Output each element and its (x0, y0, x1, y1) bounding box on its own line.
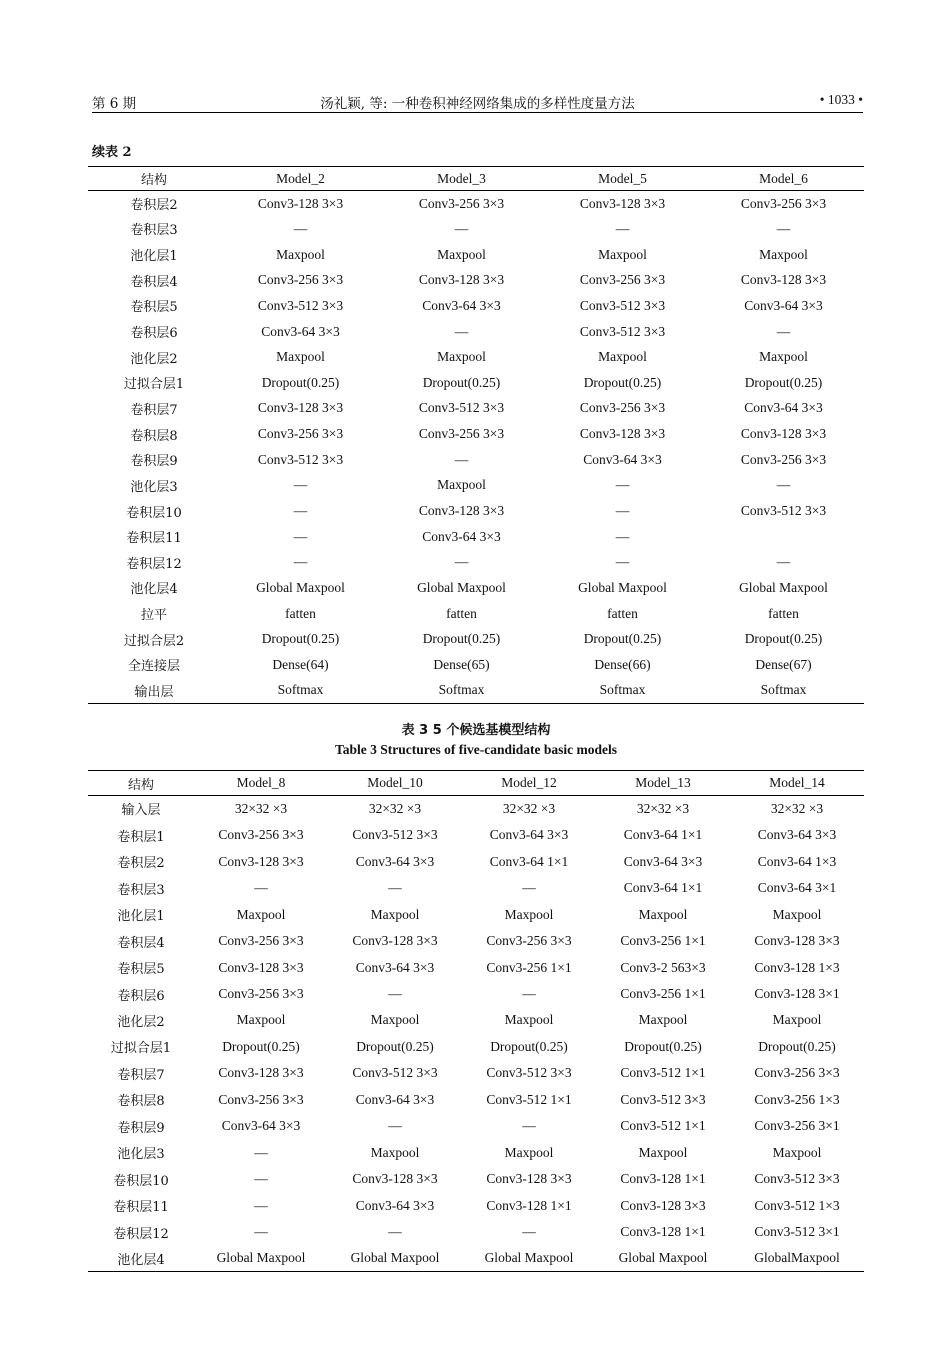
table-cell: — (615, 503, 630, 518)
table-cell: Conv3-128 1×1 (620, 1171, 706, 1187)
layer-name-cell: 卷积层11 (126, 531, 182, 547)
table-cell: Conv3-64 3×3 (489, 827, 569, 843)
table-cell: — (776, 323, 791, 339)
layer-name-cell: 池化层1 (130, 249, 178, 265)
layer-name-cell: 过拟合层2 (123, 633, 185, 649)
table-cell: — (254, 1171, 268, 1187)
layer-name-cell: 池化层3 (117, 1147, 165, 1163)
layer-name-cell: 卷积层1 (117, 829, 165, 845)
layer-name-cell: 输入层 (121, 803, 161, 819)
column-header: 结构 (127, 777, 154, 793)
layer-name-cell: 卷积层3 (130, 223, 178, 239)
table-row (88, 1245, 864, 1271)
table-cell: Maxpool (504, 906, 554, 922)
table-cell: — (522, 1224, 536, 1240)
table-cell: Conv3-256 3×3 (579, 400, 666, 416)
table-cell: Conv3-64 3×3 (422, 528, 501, 544)
table-row (88, 1034, 864, 1060)
table-cell: Dropout(0.25) (744, 631, 823, 647)
column-header: Model_14 (769, 775, 825, 790)
layer-name-cell: 卷积层3 (117, 882, 165, 898)
table-cell: Softmax (438, 682, 485, 698)
table-cell: 32×32 ×3 (770, 800, 824, 816)
table-row (88, 822, 864, 848)
table-row (88, 1166, 864, 1192)
table-cell: — (293, 477, 308, 493)
table-cell: Conv3-128 3×3 (740, 272, 827, 288)
column-header: Model_6 (759, 170, 808, 186)
table-cell: Conv3-64 3×3 (744, 400, 823, 416)
table-cell: Conv3-256 1×1 (620, 986, 706, 1002)
table-cell: Dropout(0.25) (356, 1038, 434, 1054)
table-cell: Conv3-256 3×3 (740, 195, 827, 211)
table-cell: fatten (607, 605, 638, 621)
table-row (88, 396, 864, 422)
table-cell: Conv3-128 3×3 (579, 195, 666, 211)
table-cell: Maxpool (370, 906, 420, 922)
table-cell: Conv3-64 3×3 (355, 1091, 435, 1107)
table-cell: Conv3-128 3×3 (218, 1065, 304, 1081)
table-3 (88, 770, 864, 1272)
table-cell: Dropout(0.25) (261, 631, 340, 647)
table-cell: — (454, 451, 469, 467)
table-row (88, 1007, 864, 1033)
table-cell: Conv3-512 1×1 (620, 1118, 706, 1134)
table-cell: — (388, 986, 402, 1002)
table-row (88, 575, 864, 601)
table-cell: Conv3-512 3×3 (620, 1091, 706, 1107)
table-row (88, 626, 864, 652)
table-cell: Conv3-512 3×3 (352, 1065, 438, 1081)
table-cell: Dropout(0.25) (222, 1038, 300, 1054)
table-cell: Conv3-128 3×3 (352, 933, 438, 949)
table-row (88, 498, 864, 524)
table-cell: Maxpool (236, 906, 286, 922)
table-cell: Dropout(0.25) (422, 631, 501, 647)
table-cell: Conv3-64 3×3 (221, 1118, 301, 1134)
table-cell: Maxpool (276, 349, 325, 365)
layer-name-cell: 池化层4 (117, 1252, 165, 1268)
table-cell: Conv3-64 3×3 (355, 853, 435, 869)
table-cell: Conv3-128 3×3 (352, 1171, 438, 1187)
table-cell: Conv3-256 3×3 (257, 426, 344, 442)
table-cell: Global Maxpool (739, 579, 828, 595)
table-cell: Dropout(0.25) (583, 374, 662, 390)
table-cell: Dense(67) (755, 656, 812, 672)
table-cell: Maxpool (772, 1144, 822, 1160)
table-row (88, 652, 864, 678)
table-cell: Dropout(0.25) (583, 631, 662, 647)
table-cell: Maxpool (437, 246, 486, 262)
column-header: Model_10 (367, 775, 423, 790)
table-cell: Conv3-64 1×1 (489, 853, 569, 869)
table-cell: — (254, 1144, 268, 1160)
table-cell: Conv3-64 3×3 (623, 853, 703, 869)
table-cell: Conv3-64 3×3 (757, 827, 837, 843)
table-cell: — (293, 220, 308, 236)
table-cell: Global Maxpool (484, 1250, 574, 1266)
layer-name-cell: 卷积层6 (130, 326, 178, 342)
table-cell: Conv3-128 3×3 (740, 426, 827, 442)
table-cell: — (454, 554, 469, 570)
table-cell: Conv3-512 3×3 (579, 297, 666, 313)
table-cell: Conv3-64 3×3 (583, 451, 662, 467)
table-cell: Conv3-512 1×1 (486, 1091, 572, 1107)
table-cell: Maxpool (276, 246, 325, 262)
table-cell: Conv3-512 3×3 (579, 323, 666, 339)
column-header: Model_2 (276, 170, 325, 186)
table-row (88, 954, 864, 980)
table-cell: Conv3-64 1×3 (757, 853, 837, 869)
table-cell: Dropout(0.25) (422, 374, 501, 390)
table-cell: Conv3-64 3×3 (355, 1197, 435, 1213)
table-row (88, 1113, 864, 1139)
table-cell: Conv3-128 1×1 (620, 1224, 706, 1240)
table-cell: Conv3-128 3×3 (620, 1197, 706, 1213)
table-row (88, 796, 864, 822)
table-cell: 32×32 ×3 (368, 800, 422, 816)
table-cell: Conv3-64 3×3 (355, 959, 435, 975)
table-row (88, 319, 864, 345)
table-cell: — (388, 1118, 402, 1134)
table-cell: Conv3-512 1×3 (754, 1197, 840, 1213)
layer-name-cell: 卷积层6 (117, 988, 165, 1004)
table-cell: Maxpool (370, 1144, 420, 1160)
table-cell: — (615, 477, 630, 493)
layer-name-cell: 输出层 (134, 684, 174, 700)
table-cell: Global Maxpool (256, 579, 345, 595)
page-number: • 1033 • (819, 92, 863, 107)
table-row (88, 421, 864, 447)
table-cell: Maxpool (772, 1012, 822, 1028)
table-cell: — (293, 554, 308, 570)
layer-name-cell: 拉平 (140, 608, 167, 624)
running-title: 汤礼颖, 等: 一种卷积神经网络集成的多样性度量方法 (320, 96, 635, 112)
table-row (88, 1140, 864, 1166)
layer-name-cell: 池化层2 (130, 351, 178, 367)
layer-name-cell: 卷积层9 (130, 454, 178, 470)
table-cell: 32×32 ×3 (234, 800, 288, 816)
layer-name-cell: 卷积层8 (130, 428, 178, 444)
table-cell: Conv3-64 3×3 (744, 297, 823, 313)
layer-name-cell: 池化层1 (117, 909, 165, 925)
table-cell: Conv3-256 3×3 (257, 272, 344, 288)
column-header: Model_12 (501, 775, 557, 790)
table-row (88, 267, 864, 293)
table-cell: Maxpool (638, 1012, 688, 1028)
table-cell: Softmax (277, 682, 324, 698)
table-row (88, 1219, 864, 1245)
table-cell: Conv3-64 3×3 (422, 297, 501, 313)
table-cell: Dense(64) (272, 656, 329, 672)
table-cell: — (293, 503, 308, 518)
table-cell: Maxpool (437, 349, 486, 365)
layer-name-cell: 全连接层 (127, 659, 180, 675)
table-cell: Conv3-64 3×1 (757, 880, 837, 896)
table-row (88, 848, 864, 874)
table-row (88, 370, 864, 396)
table-cell: Conv3-256 3×3 (218, 1091, 304, 1107)
table-2-continued (88, 166, 864, 704)
layer-name-cell: 池化层4 (130, 582, 178, 598)
table-cell: Maxpool (236, 1012, 286, 1028)
table-cell: Conv3-128 3×3 (257, 195, 344, 211)
table-cell: Dropout(0.25) (261, 374, 340, 390)
table-cell: Conv3-128 3×3 (418, 272, 505, 288)
layer-name-cell: 卷积层5 (117, 962, 165, 978)
table-cell: — (522, 986, 536, 1002)
table-cell: Conv3-256 3×1 (754, 1118, 840, 1134)
table-row (88, 216, 864, 242)
layer-name-cell: 卷积层7 (130, 402, 178, 418)
table-cell: — (615, 220, 630, 236)
table-row (88, 1060, 864, 1086)
layer-name-cell: 过拟合层1 (110, 1041, 172, 1057)
table-cell: Global Maxpool (578, 579, 667, 595)
column-header: Model_13 (635, 775, 691, 790)
table-cell: Conv3-512 3×3 (486, 1065, 572, 1081)
table-row (88, 601, 864, 627)
table-cell: Conv3-256 3×3 (218, 827, 304, 843)
table-cell: Maxpool (370, 1012, 420, 1028)
layer-name-cell: 卷积层10 (113, 1173, 169, 1189)
table-cell: Maxpool (437, 477, 486, 493)
issue-number: 第 6 期 (92, 96, 137, 112)
table-cell: Conv3-256 3×3 (579, 272, 666, 288)
table-cell: Conv3-64 3×3 (261, 323, 340, 339)
table-cell: Conv3-2 563×3 (620, 959, 706, 975)
table-cell: Global Maxpool (618, 1250, 708, 1266)
table-cell: Conv3-128 3×1 (754, 986, 840, 1002)
table-cell: Conv3-256 3×3 (418, 195, 505, 211)
table-cell: Conv3-512 3×3 (257, 297, 344, 313)
table-cell: Conv3-128 3×3 (418, 503, 505, 518)
table-row (88, 524, 864, 550)
table-cell: Conv3-128 3×3 (486, 1171, 572, 1187)
table-cell: — (776, 477, 791, 493)
table-cell: Conv3-64 1×1 (623, 880, 703, 896)
table-cell: Global Maxpool (350, 1250, 440, 1266)
table-cell: — (522, 1118, 536, 1134)
table-cell: — (254, 1224, 268, 1240)
table-cell: Conv3-256 1×1 (486, 959, 572, 975)
table-cell: Global Maxpool (417, 579, 506, 595)
layer-name-cell: 卷积层4 (117, 935, 165, 951)
table-row (88, 678, 864, 704)
table-cell: Dropout(0.25) (624, 1038, 702, 1054)
table-cell: Conv3-512 3×3 (740, 503, 827, 518)
table-cell: — (293, 528, 308, 544)
table-cell: Conv3-128 3×3 (257, 400, 344, 416)
table-cell: Maxpool (759, 246, 808, 262)
table-row (88, 549, 864, 575)
layer-name-cell: 卷积层5 (130, 300, 178, 316)
column-header: Model_3 (437, 170, 486, 186)
table-row (88, 344, 864, 370)
layer-name-cell: 卷积层12 (126, 556, 182, 572)
table-cell: Conv3-256 3×3 (218, 933, 304, 949)
table-row (88, 901, 864, 927)
running-header (92, 88, 863, 113)
table-cell: Softmax (760, 682, 807, 698)
column-header: Model_8 (236, 775, 286, 790)
table-header-row (88, 167, 864, 191)
table-cell: Conv3-256 1×3 (754, 1091, 840, 1107)
layer-name-cell: 卷积层2 (130, 198, 178, 214)
table-cell: Global Maxpool (216, 1250, 306, 1266)
table-cell: 32×32 ×3 (636, 800, 690, 816)
table-cell: Conv3-256 3×3 (218, 986, 304, 1002)
table-cell: Dense(65) (433, 656, 490, 672)
table-row (88, 981, 864, 1007)
table-cell: Conv3-128 3×3 (579, 426, 666, 442)
table-cell: Maxpool (638, 906, 688, 922)
table-cell: Conv3-128 3×3 (218, 853, 304, 869)
table-cell: Dropout(0.25) (744, 374, 823, 390)
table-row (88, 928, 864, 954)
layer-name-cell: 卷积层2 (117, 856, 165, 872)
table-row (88, 447, 864, 473)
table-cell: GlobalMaxpool (754, 1250, 840, 1266)
table-cell: Maxpool (759, 349, 808, 365)
table-cell: — (388, 1224, 402, 1240)
table-cell: Conv3-256 3×3 (740, 451, 827, 467)
table-cell: Conv3-512 1×1 (620, 1065, 706, 1081)
layer-name-cell: 卷积层11 (113, 1200, 169, 1216)
table-cell: — (454, 220, 469, 236)
column-header: 结构 (140, 173, 167, 188)
table-cell: Dropout(0.25) (758, 1038, 836, 1054)
table-cell: Conv3-512 3×3 (754, 1171, 840, 1187)
table-cell: 32×32 ×3 (502, 800, 556, 816)
table-row (88, 293, 864, 319)
layer-name-cell: 过拟合层1 (123, 377, 185, 393)
table-header-row (88, 771, 864, 796)
table-row (88, 1193, 864, 1219)
table-cell: Maxpool (504, 1012, 554, 1028)
table-3-caption-en: Table 3 Structures of five-candidate basic models (335, 742, 617, 757)
table-continuation-label: 续表 2 (92, 145, 132, 160)
table-cell: Dense(66) (594, 656, 651, 672)
table-cell: Softmax (599, 682, 646, 698)
table-cell: fatten (446, 605, 477, 621)
table-row (88, 1087, 864, 1113)
table-cell: Conv3-128 3×3 (218, 959, 304, 975)
layer-name-cell: 卷积层12 (113, 1226, 169, 1242)
table-cell: Conv3-256 3×3 (418, 426, 505, 442)
table-cell: — (522, 880, 536, 896)
table-3-caption-cn: 表 3 5 个候选基模型结构 (401, 723, 551, 738)
table-cell: Maxpool (598, 349, 647, 365)
table-cell: — (254, 1197, 268, 1213)
table-cell (703, 524, 864, 550)
layer-name-cell: 卷积层10 (126, 505, 182, 521)
table-cell: Conv3-128 1×1 (486, 1197, 572, 1213)
table-cell: Conv3-256 3×3 (754, 1065, 840, 1081)
table-cell: Maxpool (504, 1144, 554, 1160)
table-cell: Dropout(0.25) (490, 1038, 568, 1054)
table-cell: Conv3-128 1×3 (754, 959, 840, 975)
table-cell: Conv3-256 3×3 (486, 933, 572, 949)
table-cell: — (776, 220, 791, 236)
layer-name-cell: 卷积层4 (130, 274, 178, 290)
table-cell: fatten (768, 605, 799, 621)
table-cell: Conv3-64 1×1 (623, 827, 703, 843)
table-cell: Conv3-256 1×1 (620, 933, 706, 949)
table-cell: Conv3-512 3×3 (352, 827, 438, 843)
table-cell: Conv3-512 3×1 (754, 1224, 840, 1240)
table-row (88, 473, 864, 499)
table-row (88, 242, 864, 268)
table-cell: Conv3-512 3×3 (418, 400, 505, 416)
table-cell: Conv3-128 3×3 (754, 933, 840, 949)
layer-name-cell: 卷积层8 (117, 1094, 165, 1110)
table-cell: Maxpool (638, 1144, 688, 1160)
table-cell: — (776, 554, 791, 570)
table-cell: Conv3-512 3×3 (257, 451, 344, 467)
table-row (88, 191, 864, 217)
table-cell: fatten (285, 605, 316, 621)
table-row (88, 875, 864, 901)
layer-name-cell: 池化层2 (117, 1014, 165, 1030)
table-cell: — (615, 554, 630, 570)
layer-name-cell: 池化层3 (130, 479, 178, 495)
table-cell: Maxpool (772, 906, 822, 922)
layer-name-cell: 卷积层9 (117, 1120, 165, 1136)
table-cell: — (454, 323, 469, 339)
layer-name-cell: 卷积层7 (117, 1067, 165, 1083)
table-cell: Maxpool (598, 246, 647, 262)
table-cell: — (254, 880, 268, 896)
table-cell: — (388, 880, 402, 896)
column-header: Model_5 (598, 170, 647, 186)
table-cell: — (615, 528, 630, 544)
